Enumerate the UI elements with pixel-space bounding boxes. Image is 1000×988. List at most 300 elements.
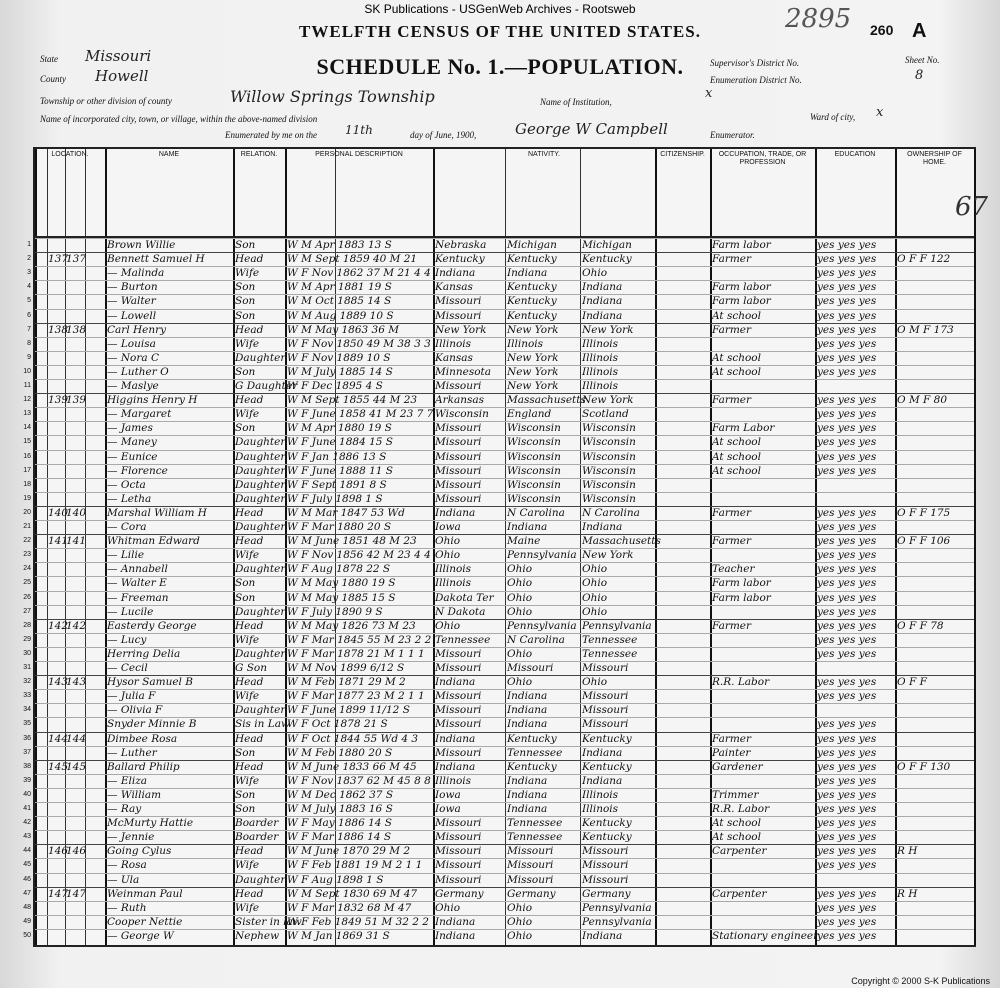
cell-cs: W F May 1886 14 S [287, 817, 392, 830]
cell-cs: W M Apr 1881 19 S [287, 281, 392, 294]
cell-edu: yes yes yes [817, 521, 877, 533]
cell-name: Whitman Edward [107, 535, 200, 548]
cell-mp: Ohio [582, 577, 608, 590]
row-number: 20 [23, 508, 31, 516]
cell-rel: Son [235, 422, 256, 435]
cell-bp: Indiana [435, 732, 476, 745]
cell-occ: Painter [712, 746, 751, 759]
cell-cs: W M June 1870 29 M 2 [287, 845, 411, 858]
state-label: State [40, 54, 58, 64]
cell-rel: Daughter [235, 647, 286, 660]
cell-rel: Daughter [235, 873, 286, 886]
cell-fp: Indiana [507, 803, 548, 815]
cell-fp: Indiana [507, 690, 548, 703]
cell-bp: Indiana [435, 915, 476, 928]
table-row [23, 478, 974, 492]
row-number: 4 [27, 283, 31, 291]
cell-own: O F F [897, 676, 927, 689]
cell-mp: Missouri [582, 859, 629, 872]
cell-cs: W F Nov 1889 10 S [287, 351, 391, 364]
cell-name: — Olivia F [107, 704, 163, 717]
cell-cs: W F July 1898 1 S [287, 492, 383, 505]
cell-bp: Ohio [435, 901, 461, 914]
cell-rel: Head [235, 535, 264, 548]
cell-cs: W M July 1885 14 S [287, 365, 393, 378]
cell-edu: yes yes yes [817, 619, 877, 632]
cell-occ: Farm Labor [712, 422, 775, 435]
cell-name: — Luther O [107, 365, 169, 378]
cell-edu: yes yes yes [817, 365, 877, 378]
cell-fam: 141 [66, 535, 87, 548]
cell-name: — Eliza [107, 774, 148, 787]
cell-fp: Missouri [507, 873, 554, 886]
cell-bp: Arkansas [435, 394, 485, 407]
stamp-number: 2895 [785, 4, 852, 34]
cell-edu: yes yes yes [817, 253, 877, 266]
cell-cs: W F Jan 1886 13 S [287, 450, 387, 463]
cell-bp: Missouri [435, 647, 482, 660]
table-row [27, 252, 974, 266]
cell-name: — Octa [107, 478, 146, 491]
cell-bp: Missouri [435, 436, 482, 449]
cell-cs: W M Apr 1880 19 S [287, 422, 392, 435]
col-ownership: OWNERSHIP OF HOME. [907, 151, 962, 166]
cell-fam: 140 [66, 506, 87, 519]
row-number: 40 [23, 790, 31, 798]
cell-rel: Daughter [235, 450, 286, 463]
cell-fp: Maine [507, 535, 541, 548]
cell-name: Herring Delia [107, 647, 181, 660]
cell-edu: yes yes yes [817, 605, 877, 618]
cell-cs: W F Mar 1877 23 M 2 1 1 [287, 690, 425, 703]
county-value: Howell [95, 67, 149, 85]
table-row [23, 548, 974, 562]
cell-name: — Florence [107, 464, 168, 477]
cell-own: O F F 106 [897, 535, 951, 548]
cell-rel: Wife [235, 859, 260, 872]
cell-rel: Wife [235, 337, 260, 350]
cell-fp: Pennsylvania [507, 619, 577, 632]
cell-mp: Indiana [582, 774, 623, 787]
cell-rel: Son [235, 365, 256, 378]
cell-edu: yes yes yes [817, 647, 877, 660]
cell-bp: New York [435, 323, 487, 336]
table-row [23, 450, 974, 464]
cell-name: — James [107, 422, 153, 435]
cell-mp: Illinois [582, 380, 619, 392]
table-row [27, 323, 974, 337]
cell-bp: Missouri [435, 478, 482, 491]
cell-name: — Annabell [107, 563, 168, 576]
cell-mp: Pennsylvania [582, 915, 652, 928]
cell-fp: New York [507, 380, 559, 392]
cell-mp: Germany [582, 887, 631, 900]
cell-name: Brown Willie [107, 239, 176, 251]
cell-bp: Missouri [435, 662, 482, 674]
cell-mp: Wisconsin [582, 492, 636, 505]
cell-occ: Farmer [712, 323, 752, 336]
cell-cs: W M Mar 1847 53 Wd [287, 506, 405, 519]
cell-mp: Kentucky [582, 817, 632, 830]
cell-mp: Scotland [582, 408, 629, 421]
cell-occ: Carpenter [712, 887, 767, 900]
cell-fp: N Carolina [507, 506, 565, 519]
cell-name: Snyder Minnie B [107, 718, 197, 731]
cell-bp: Missouri [435, 492, 482, 505]
cell-cs: W F June 1888 11 S [287, 464, 393, 477]
cell-fp: Indiana [507, 718, 548, 731]
cell-cs: W F June 1884 15 S [287, 436, 393, 449]
cell-name: — Maslye [107, 380, 159, 392]
cell-fam: 142 [66, 619, 87, 632]
table-row [23, 647, 974, 661]
table-row [23, 661, 974, 675]
cell-fp: Ohio [507, 647, 533, 660]
enumerated-day: 11th [345, 123, 373, 137]
cell-edu: yes yes yes [817, 394, 877, 407]
table-row [23, 407, 974, 421]
row-number: 1 [27, 241, 31, 248]
col-location: LOCATION. [51, 151, 89, 158]
row-number: 28 [23, 621, 31, 629]
cell-rel: Head [235, 394, 264, 407]
row-number: 5 [27, 297, 31, 305]
sheet-value: 8 [915, 68, 924, 83]
cell-edu: yes yes yes [817, 845, 877, 858]
incorporated-label: Name of incorporated city, town, or village, within the above-named division [40, 114, 318, 124]
cell-bp: Missouri [435, 873, 482, 886]
cell-rel: Daughter [235, 464, 286, 477]
cell-fp: Ohio [507, 591, 533, 604]
institution-label: Name of Institution, [540, 97, 612, 107]
cell-mp: Ohio [582, 563, 608, 576]
cell-cs: W F Oct 1844 55 Wd 4 3 [287, 732, 419, 745]
row-number: 30 [23, 649, 31, 657]
cell-fp: New York [507, 323, 559, 336]
cell-rel: Daughter [235, 605, 286, 618]
cell-bp: Germany [435, 887, 484, 900]
table-row [23, 929, 974, 943]
census-heading: TWELFTH CENSUS OF THE UNITED STATES. [299, 22, 701, 41]
cell-edu: yes yes yes [817, 563, 877, 576]
cell-name: Easterdy George [107, 619, 197, 632]
cell-mp: Illinois [582, 803, 619, 815]
cell-edu: yes yes yes [817, 788, 877, 801]
cell-fam: 146 [66, 845, 87, 858]
cell-dw: 140 [48, 506, 69, 519]
cell-cs: W M May 1826 73 M 23 [287, 619, 416, 632]
cell-rel: Daughter [235, 351, 286, 364]
cell-name: — Letha [107, 492, 152, 505]
cell-name: — Malinda [107, 267, 165, 280]
cell-rel: Boarder [235, 817, 279, 830]
cell-fp: Tennessee [507, 831, 563, 844]
cell-rel: Daughter [235, 563, 286, 576]
cell-mp: Illinois [582, 351, 619, 364]
row-number: 21 [23, 523, 31, 530]
cell-occ: Farmer [712, 619, 752, 632]
cell-fp: Indiana [507, 704, 548, 717]
table-row [23, 746, 974, 760]
cell-fp: Ohio [507, 901, 533, 914]
cell-bp: Illinois [435, 774, 472, 787]
cell-cs: W F Aug 1898 1 S [287, 873, 384, 886]
cell-bp: Indiana [435, 760, 476, 773]
row-number: 22 [23, 537, 31, 545]
cell-occ: Farm labor [712, 295, 771, 308]
cell-rel: Son [235, 309, 256, 322]
institution-mark: x [705, 86, 713, 101]
row-number: 36 [23, 734, 31, 742]
row-number: 42 [23, 819, 31, 827]
table-row [23, 562, 974, 576]
cell-dw: 146 [48, 845, 69, 858]
cell-rel: Wife [235, 633, 260, 646]
col-personal: PERSONAL DESCRIPTION [315, 151, 403, 158]
cell-bp: Kansas [435, 281, 473, 294]
cell-dw: 139 [48, 394, 69, 407]
cell-mp: Ohio [582, 605, 608, 618]
enum-district-label: Enumeration District No. [710, 75, 802, 85]
cell-own: O F F 78 [897, 619, 944, 632]
cell-bp: Illinois [435, 577, 472, 590]
cell-mp: Illinois [582, 365, 619, 378]
row-number: 50 [23, 931, 31, 939]
cell-name: Going Cylus [107, 845, 172, 858]
cell-edu: yes yes yes [817, 803, 877, 815]
cell-fp: Wisconsin [507, 436, 561, 449]
cell-cs: W F Dec 1895 4 S [287, 380, 383, 392]
cell-bp: Missouri [435, 718, 482, 731]
cell-edu: yes yes yes [817, 859, 877, 872]
cell-mp: Massachusetts [582, 535, 661, 548]
cell-dw: 145 [48, 760, 69, 773]
cell-fp: Illinois [507, 337, 544, 350]
cell-occ: Farm labor [712, 281, 771, 294]
table-row [23, 901, 974, 915]
cell-rel: Sister in law [235, 915, 302, 928]
cell-own: O M F 80 [897, 394, 948, 407]
cell-name: Carl Henry [107, 323, 167, 336]
cell-bp: Missouri [435, 422, 482, 435]
cell-edu: yes yes yes [817, 239, 877, 251]
cell-rel: Wife [235, 549, 260, 562]
col-occupation: OCCUPATION, TRADE, OR PROFESSION [718, 151, 807, 166]
row-number: 34 [23, 706, 31, 714]
cell-cs: W M July 1883 16 S [287, 803, 393, 815]
cell-own: O F F 122 [897, 253, 951, 266]
cell-bp: Missouri [435, 464, 482, 477]
cell-occ: R.R. Labor [712, 803, 770, 815]
cell-name: — Cecil [107, 662, 148, 674]
cell-mp: New York [582, 549, 634, 562]
cell-mp: Indiana [582, 746, 623, 759]
cell-bp: Dakota Ter [435, 591, 494, 604]
cell-edu: yes yes yes [817, 577, 877, 590]
table-row [23, 858, 974, 872]
cell-fp: Wisconsin [507, 478, 561, 491]
cell-occ: At school [712, 365, 761, 378]
cell-bp: Kansas [435, 351, 473, 364]
cell-bp: Indiana [435, 506, 476, 519]
cell-name: — Cora [107, 521, 147, 533]
margin-note: 67 [955, 192, 989, 222]
cell-fp: Ohio [507, 563, 533, 576]
cell-cs: W F Oct 1878 21 S [287, 718, 388, 731]
cell-bp: Iowa [435, 803, 461, 815]
cell-rel: Wife [235, 901, 260, 914]
cell-fp: Missouri [507, 859, 554, 872]
cell-mp: Kentucky [582, 831, 632, 844]
cell-fp: Kentucky [507, 253, 557, 266]
row-number: 9 [27, 353, 31, 361]
cell-bp: Missouri [435, 380, 482, 392]
cell-fp: Indiana [507, 788, 548, 801]
cell-fp: New York [507, 365, 559, 378]
cell-bp: Ohio [435, 549, 461, 562]
cell-mp: Michigan [582, 239, 632, 251]
cell-bp: Missouri [435, 450, 482, 463]
cell-fp: Ohio [507, 577, 533, 590]
table-row [23, 732, 974, 746]
cell-cs: W M Sept 1855 44 M 23 [287, 394, 418, 407]
cell-fam: 143 [66, 676, 87, 689]
row-number: 16 [23, 452, 31, 460]
county-label: County [40, 74, 66, 84]
cell-cs: W F Feb 1881 19 M 2 1 1 [287, 859, 423, 872]
cell-mp: Indiana [582, 309, 623, 322]
row-number: 32 [23, 678, 31, 686]
supervisor-label: Supervisor's District No. [710, 58, 800, 68]
cell-mp: Missouri [582, 662, 629, 674]
cell-cs: W F Mar 1845 55 M 23 2 2 [287, 633, 432, 646]
cell-edu: yes yes yes [817, 690, 877, 703]
row-number: 17 [23, 466, 31, 474]
cell-cs: W F Sept 1891 8 S [287, 478, 387, 491]
township-label: Township or other division of county [40, 96, 172, 106]
cell-name: — Eunice [107, 450, 158, 463]
cell-rel: Head [235, 676, 264, 689]
row-number: 27 [23, 607, 31, 615]
row-number: 45 [23, 861, 31, 869]
cell-edu: yes yes yes [817, 281, 877, 294]
cell-rel: Wife [235, 690, 260, 703]
cell-bp: Illinois [435, 563, 472, 576]
cell-edu: yes yes yes [817, 831, 877, 844]
cell-rel: Wife [235, 408, 260, 421]
row-number: 48 [23, 903, 31, 911]
cell-fam: 139 [66, 394, 87, 407]
col-name: NAME [158, 151, 180, 158]
cell-edu: yes yes yes [817, 506, 877, 519]
cell-mp: Wisconsin [582, 436, 636, 449]
cell-mp: Pennsylvania [582, 619, 652, 632]
cell-dw: 138 [48, 323, 69, 336]
cell-fp: Germany [507, 887, 556, 900]
table-row [23, 421, 974, 435]
cell-edu: yes yes yes [817, 633, 877, 646]
cell-bp: Kentucky [435, 253, 485, 266]
cell-cs: W M Aug 1889 10 S [287, 309, 394, 322]
source-banner: SK Publications - USGenWeb Archives - Rootsweb [364, 2, 636, 16]
row-number: 44 [23, 847, 31, 855]
cell-mp: Missouri [582, 845, 629, 858]
cell-dw: 143 [48, 676, 69, 689]
cell-occ: Farm labor [712, 591, 771, 604]
cell-fp: Kentucky [507, 732, 557, 745]
cell-bp: Missouri [435, 859, 482, 872]
cell-bp: Iowa [435, 788, 461, 801]
table-row [23, 520, 974, 534]
row-number: 24 [23, 565, 31, 573]
cell-rel: Daughter [235, 436, 286, 449]
table-row [23, 830, 974, 844]
table-row [23, 506, 974, 520]
cell-name: — Louisa [107, 337, 156, 350]
table-row [27, 280, 974, 294]
table-row [23, 774, 974, 788]
cell-name: — Burton [107, 281, 158, 294]
table-row [23, 492, 974, 506]
table-row [27, 266, 974, 280]
cell-cs: W M May 1863 36 M [287, 323, 400, 336]
cell-fp: Kentucky [507, 309, 557, 322]
cell-name: McMurty Hattie [107, 817, 194, 830]
cell-edu: yes yes yes [817, 901, 877, 914]
cell-occ: At school [712, 464, 761, 477]
cell-name: — Lucy [107, 633, 147, 646]
cell-fam: 144 [66, 732, 87, 745]
cell-occ: Gardener [712, 760, 763, 773]
row-number: 13 [23, 410, 31, 418]
cell-occ: Stationary engineer [712, 929, 819, 942]
cell-name: — Ula [107, 873, 140, 886]
cell-bp: Ohio [435, 535, 461, 548]
cell-edu: yes yes yes [817, 774, 877, 787]
cell-own: O F F 175 [897, 506, 951, 519]
cell-edu: yes yes yes [817, 450, 877, 463]
cell-name: Hysor Samuel B [107, 676, 193, 689]
cell-edu: yes yes yes [817, 267, 877, 280]
cell-occ: Farmer [712, 535, 752, 548]
cell-edu: yes yes yes [817, 549, 877, 562]
cell-edu: yes yes yes [817, 915, 877, 928]
cell-fp: Kentucky [507, 281, 557, 294]
cell-fp: Tennessee [507, 817, 563, 830]
cell-edu: yes yes yes [817, 732, 877, 745]
cell-edu: yes yes yes [817, 718, 877, 731]
cell-fp: Wisconsin [507, 492, 561, 505]
cell-mp: Pennsylvania [582, 901, 652, 914]
township-value: Willow Springs Township [230, 87, 435, 106]
row-number: 14 [23, 424, 31, 432]
cell-rel: G Son [235, 662, 268, 674]
cell-rel: Son [235, 746, 256, 759]
cell-bp: Missouri [435, 845, 482, 858]
cell-name: — Margaret [107, 408, 172, 421]
cell-fp: Indiana [507, 267, 548, 280]
table-row [23, 915, 974, 929]
cell-rel: Head [235, 323, 264, 336]
cell-cs: W F Mar 1878 21 M 1 1 1 [287, 647, 425, 660]
cell-fp: Missouri [507, 845, 554, 858]
row-number: 41 [23, 805, 31, 812]
cell-mp: Illinois [582, 337, 619, 350]
cell-cs: W M Feb 1871 29 M 2 [287, 676, 406, 689]
cell-name: — George W [107, 929, 174, 942]
cell-edu: yes yes yes [817, 591, 877, 604]
cell-mp: Wisconsin [582, 464, 636, 477]
